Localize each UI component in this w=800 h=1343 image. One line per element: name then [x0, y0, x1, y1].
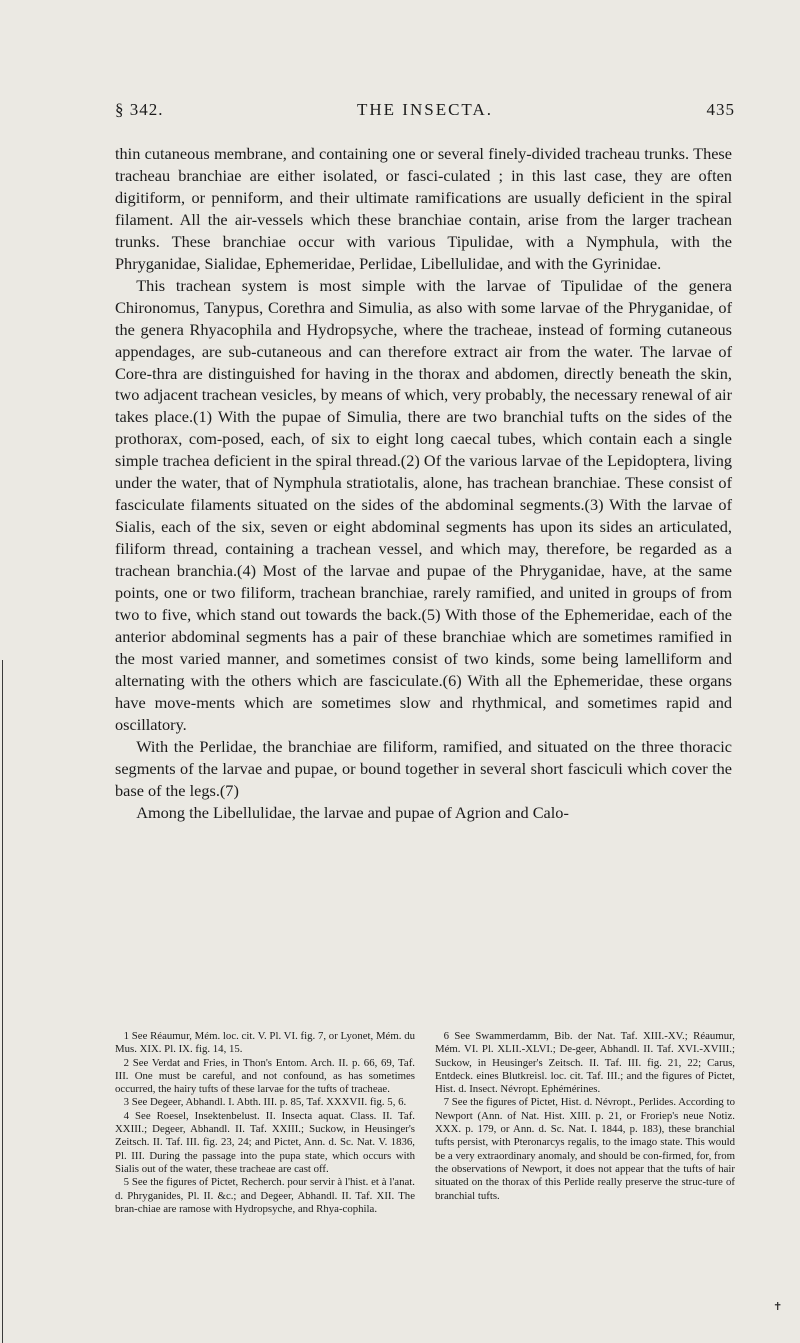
footnotes [115, 1030, 735, 1216]
corner-mark: ✝ [773, 1300, 783, 1313]
footnote: 7 See the figures of Pictet, Hist. d. Névropt., Perlides. According to Newport (Ann. of Nat. Hist. XIII. p. 21, or Froriep's neue Notiz. XXX. p. 179, or Ann. d. Sc. Nat. I. 1844, p. 183), these branchial tufts persist, with Pteronarcys regalis, to the imago state. This would be a very extraordinary anomaly, and should be con-firmed, for, from the observations of Newport, it does not appear that the tufts of hair situated on the thorax of this Perlide really preserve the struc-ture of branchial tufts. [435, 1096, 735, 1202]
paragraph: With the Perlidae, the branchiae are filiform, ramified, and situated on the three thoracic segments of the larvae and pupae, or bound together in several short fasciculi which cover the base of the legs.(7) [115, 736, 732, 800]
footnote: 6 See Swammerdamm, Bib. der Nat. Taf. XIII.-XV.; Réaumur, Mém. VI. Pl. XLII.-XLVI.; De-geer, Abhandl. II. Taf. XVI.-XVIII.; Suckow, in Heusinger's Zeitsch. II. Taf. III. fig. 21, 22; Carus, Entdeck. eines Blutkreisl. loc. cit. Taf. III.; and the figures of Pictet, Hist. d. Insect. Névropt. Ephémérines. [435, 1030, 735, 1096]
page-edge-line [2, 660, 3, 1343]
footnote: 1 See Réaumur, Mém. loc. cit. V. Pl. VI. fig. 7, or Lyonet, Mém. du Mus. XIX. Pl. IX. fig. 14, 15. [115, 1030, 415, 1056]
page-number: 435 [706, 100, 735, 119]
paragraph: Among the Libellulidae, the larvae and pupae of Agrion and Calo- [136, 802, 569, 822]
main-text [115, 143, 732, 824]
paragraph: This trachean system is most simple with the larvae of Tipulidae of the genera Chironomus, Tanypus, Corethra and Simulia, as also with some larvae of the Phryganidae, of the genera Rhyacophila and Hydropsyche, where the tracheae, instead of forming cutaneous appendages, are sub-cutaneous and can therefore extract air from the water. The larvae of Core-thra are distinguished for having in the thorax and abdomen, directly beneath the skin, two adjacent trachean vesicles, by means of which, very probably, the necessary renewal of air takes place.(1) With the pupae of Simulia, there are two branchial tufts on the sides of the prothorax, com-posed, each, of six to eight long caecal tubes, which contain each a single simple trachea deficient in the spiral thread.(2) Of the various larvae of the Lepidoptera, living under the water, that of Nymphula stratiotalis, alone, has trachean branchiae. These consist of fasciculate filaments situated on the sides of the abdominal segments.(3) With the larvae of Sialis, each of the six, seven or eight abdominal segments has upon its sides an articulated, filiform thread, containing a trachean vessel, and which may, therefore, be regarded as a trachean branchia.(4) Most of the larvae and pupae of the Phryganidae, have, at the same points, one or two filiform, trachean branchiae, rarely ramified, and united in groups of from two to five, which stand out towards the back.(5) With those of the Ephemeridae, each of the anterior abdominal segments has a pair of these branchiae which are sometimes ramified in the most varied manner, and sometimes consist of two kinds, some being lamelliform and alternating with the others which are fasciculate.(6) With all the Ephemeridae, these organs have move-ments which are sometimes slow and rhythmical, and sometimes rapid and oscillatory. [115, 275, 732, 734]
footnote: 5 See the figures of Pictet, Recherch. pour servir à l'hist. et à l'anat. d. Phryganides, Pl. II. &c.; and Degeer, Abhandl. II. Taf. XII. The bran-chiae are ramose with Hydropsyche, and Rhya-cophila. [115, 1176, 415, 1215]
section-number: § 342. [115, 100, 164, 119]
running-title: THE INSECTA. [357, 100, 493, 119]
paragraph: thin cutaneous membrane, and containing one or several finely-divided tracheau trunks. These tracheau branchiae are either isolated, or fasci-culated ; in this last case, they are often digitiform, or penniform, and their ultimate ramifications are usually deficient in the spiral filament. All the air-vessels which these branchiae contain, arise from the larger trachean trunks. These branchiae occur with various Tipulidae, with a Nymphula, with the Phryganidae, Sialidae, Ephemeridae, Perlidae, Libellulidae, and with the Gyrinidae. [115, 144, 732, 273]
footnote: 3 See Degeer, Abhandl. I. Abth. III. p. 85, Taf. XXXVII. fig. 5, 6. [123, 1096, 407, 1109]
footnote: 4 See Roesel, Insektenbelust. II. Insecta aquat. Class. II. Taf. XXIII.; Degeer, Abhandl. II. Taf. XXIII.; Suckow, in Heusinger's Zeitsch. II. Taf. III. fig. 23, 24; and Pictet, Ann. d. Sc. Nat. V. 1836, Pl. III. During the passage into the pupa state, which occurs with Sialis out of the water, these tracheae are cast off. [115, 1109, 415, 1175]
footnote: 2 See Verdat and Fries, in Thon's Entom. Arch. II. p. 66, 69, Taf. III. One must be careful, and not confound, as has sometimes occurred, the hairy tufts of these larvae for the tufts of tracheae. [115, 1056, 415, 1096]
running-header [115, 100, 735, 124]
